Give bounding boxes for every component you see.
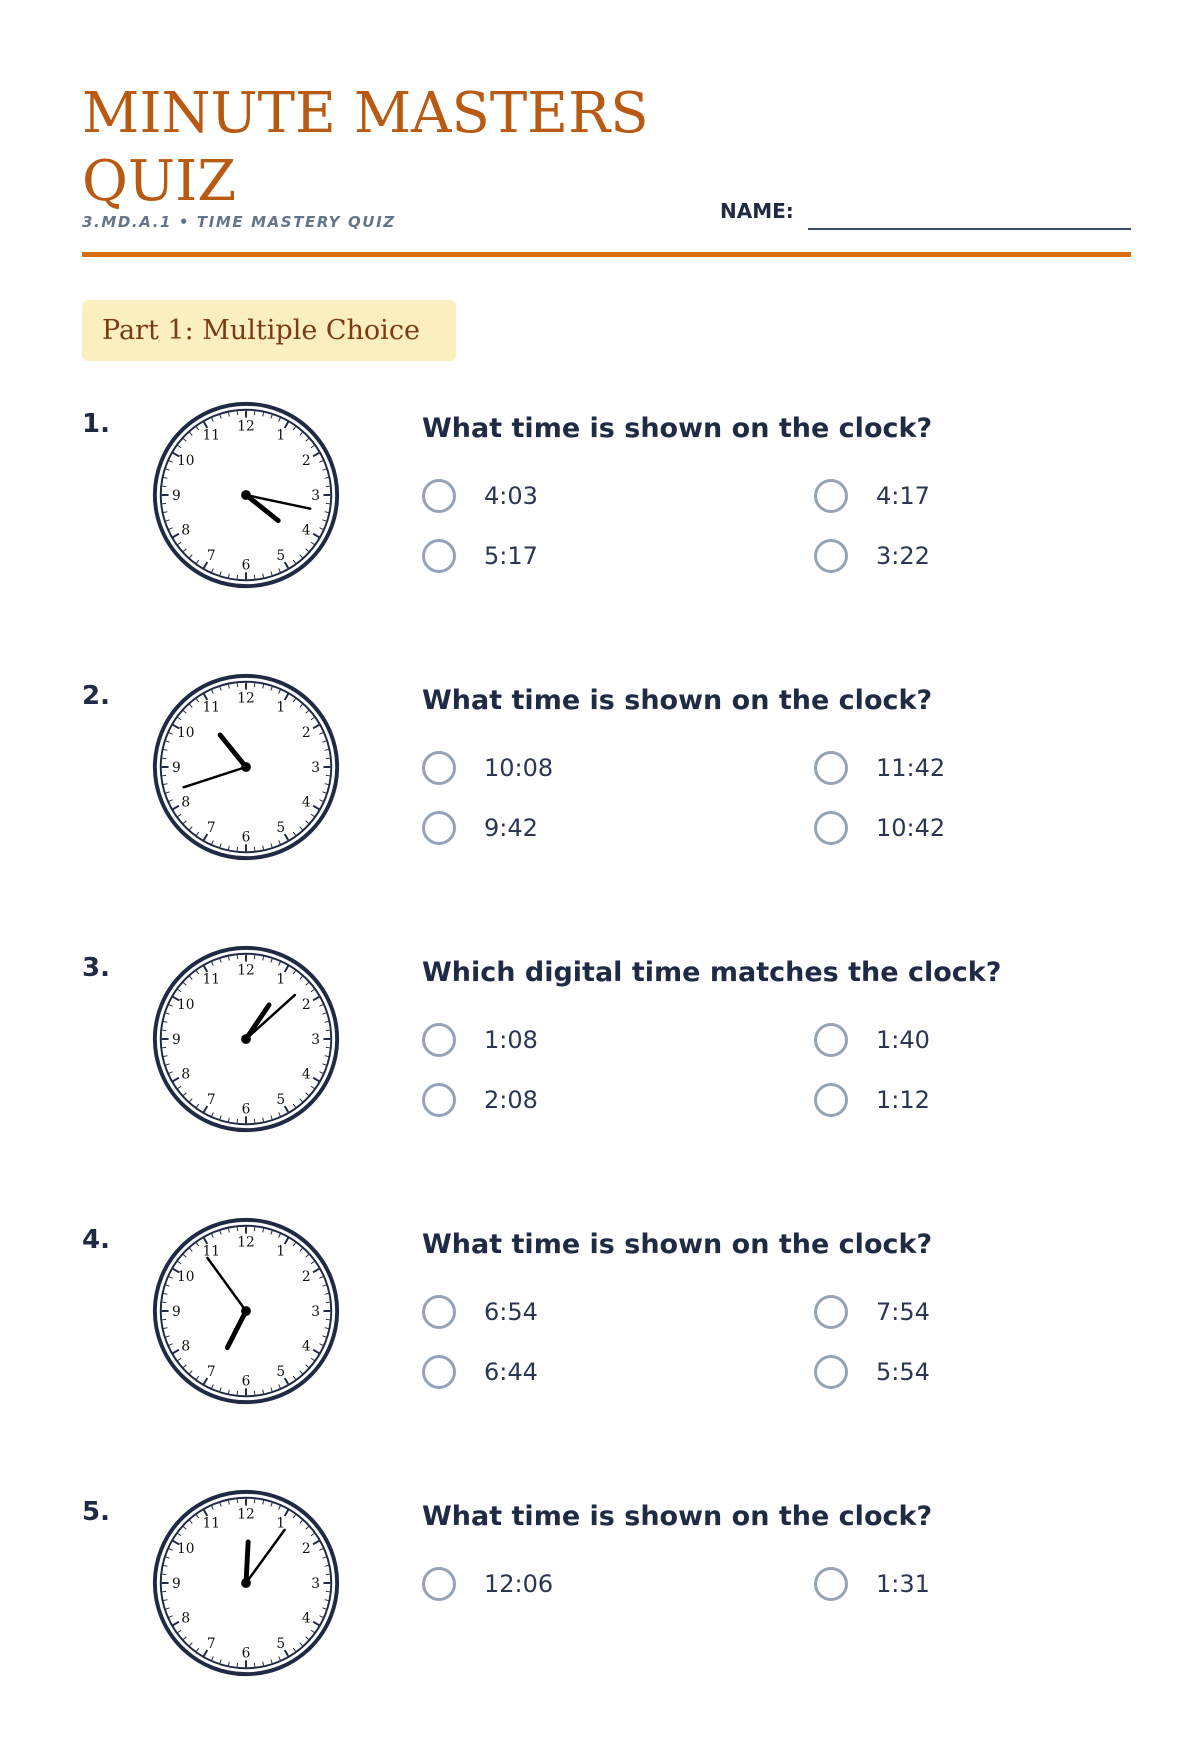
option-label: 7:54 <box>876 1298 930 1326</box>
clock-numeral: 10 <box>177 1269 194 1285</box>
question-item <box>0 1225 1200 1485</box>
clock-numeral: 11 <box>202 428 219 444</box>
radio-button[interactable] <box>814 539 848 573</box>
clock-numeral: 8 <box>181 1067 190 1083</box>
analog-clock <box>148 941 344 1137</box>
option-label: 4:17 <box>876 482 930 510</box>
radio-button[interactable] <box>422 811 456 845</box>
clock-numeral: 10 <box>177 725 194 741</box>
name-label: NAME: <box>720 199 794 223</box>
clock-numeral: 12 <box>237 1234 254 1250</box>
question-number: 1. <box>82 409 110 439</box>
clock-numeral: 6 <box>242 557 251 573</box>
clock-center-pin <box>241 1034 251 1044</box>
clock-numeral: 9 <box>172 1032 181 1048</box>
option-label: 1:12 <box>876 1086 930 1114</box>
clock-numeral: 7 <box>207 1092 216 1108</box>
clock-numeral: 2 <box>302 997 311 1013</box>
question-prompt: Which digital time matches the clock? <box>422 957 1001 988</box>
clock-numeral: 6 <box>242 1373 251 1389</box>
option-label: 6:54 <box>484 1298 538 1326</box>
clock-numeral: 2 <box>302 453 311 469</box>
clock-numeral: 7 <box>207 1364 216 1380</box>
option-label: 10:42 <box>876 814 945 842</box>
clock-numeral: 2 <box>302 725 311 741</box>
option-label: 2:08 <box>484 1086 538 1114</box>
clock-numeral: 9 <box>172 1576 181 1592</box>
clock-numeral: 11 <box>202 1244 219 1260</box>
clock-numeral: 7 <box>207 820 216 836</box>
clock-numeral: 7 <box>207 1636 216 1652</box>
radio-button[interactable] <box>814 1567 848 1601</box>
clock-numeral: 12 <box>237 690 254 706</box>
radio-button[interactable] <box>422 1295 456 1329</box>
clock-numeral: 6 <box>242 1101 251 1117</box>
option-label: 1:31 <box>876 1570 930 1598</box>
radio-button[interactable] <box>814 479 848 513</box>
name-field[interactable] <box>808 228 1131 230</box>
question-number: 5. <box>82 1497 110 1527</box>
option-label: 1:40 <box>876 1026 930 1054</box>
clock-numeral: 8 <box>181 795 190 811</box>
clock-numeral: 8 <box>181 1339 190 1355</box>
question-number: 3. <box>82 953 110 983</box>
clock-numeral: 4 <box>302 1067 311 1083</box>
clock-numeral: 12 <box>237 1506 254 1522</box>
radio-button[interactable] <box>422 1567 456 1601</box>
clock-numeral: 11 <box>202 700 219 716</box>
question-number: 2. <box>82 681 110 711</box>
clock-numeral: 11 <box>202 1516 219 1532</box>
clock-numeral: 5 <box>276 1092 285 1108</box>
analog-clock <box>148 1485 344 1681</box>
option-label: 4:03 <box>484 482 538 510</box>
clock-center-pin <box>241 1306 251 1316</box>
clock-numeral: 6 <box>242 829 251 845</box>
option-label: 11:42 <box>876 754 945 782</box>
header-divider <box>82 252 1131 257</box>
clock-numeral: 11 <box>202 972 219 988</box>
question-number: 4. <box>82 1225 110 1255</box>
option-label: 10:08 <box>484 754 553 782</box>
radio-button[interactable] <box>422 1355 456 1389</box>
question-prompt: What time is shown on the clock? <box>422 685 932 716</box>
clock-numeral: 4 <box>302 1339 311 1355</box>
clock-numeral: 3 <box>311 1304 320 1320</box>
clock-numeral: 3 <box>311 1576 320 1592</box>
clock-center-pin <box>241 1578 251 1588</box>
clock-numeral: 9 <box>172 488 181 504</box>
radio-button[interactable] <box>422 1023 456 1057</box>
option-label: 12:06 <box>484 1570 553 1598</box>
question-prompt: What time is shown on the clock? <box>422 1229 932 1260</box>
clock-numeral: 5 <box>276 1636 285 1652</box>
clock-numeral: 3 <box>311 760 320 776</box>
clock-numeral: 5 <box>276 1364 285 1380</box>
radio-button[interactable] <box>422 479 456 513</box>
option-label: 3:22 <box>876 542 930 570</box>
clock-numeral: 10 <box>177 453 194 469</box>
radio-button[interactable] <box>814 751 848 785</box>
clock-numeral: 12 <box>237 418 254 434</box>
analog-clock <box>148 669 344 865</box>
question-item <box>0 953 1200 1213</box>
clock-numeral: 1 <box>276 1516 285 1532</box>
question-prompt: What time is shown on the clock? <box>422 1501 932 1532</box>
clock-numeral: 1 <box>276 972 285 988</box>
standard-subtitle: 3.MD.A.1 • TIME MASTERY QUIZ <box>82 213 396 231</box>
clock-numeral: 2 <box>302 1269 311 1285</box>
radio-button[interactable] <box>422 1083 456 1117</box>
clock-center-pin <box>241 762 251 772</box>
clock-numeral: 9 <box>172 760 181 776</box>
clock-numeral: 5 <box>276 820 285 836</box>
radio-button[interactable] <box>422 751 456 785</box>
question-item <box>0 681 1200 941</box>
clock-numeral: 1 <box>276 700 285 716</box>
clock-numeral: 7 <box>207 548 216 564</box>
option-label: 6:44 <box>484 1358 538 1386</box>
clock-numeral: 12 <box>237 962 254 978</box>
section-heading: Part 1: Multiple Choice <box>82 300 456 361</box>
option-label: 5:17 <box>484 542 538 570</box>
clock-numeral: 10 <box>177 997 194 1013</box>
clock-numeral: 2 <box>302 1541 311 1557</box>
radio-button[interactable] <box>814 811 848 845</box>
clock-numeral: 4 <box>302 1611 311 1627</box>
option-label: 5:54 <box>876 1358 930 1386</box>
radio-button[interactable] <box>814 1355 848 1389</box>
clock-numeral: 8 <box>181 1611 190 1627</box>
analog-clock <box>148 1213 344 1409</box>
clock-numeral: 4 <box>302 795 311 811</box>
clock-center-pin <box>241 490 251 500</box>
clock-numeral: 8 <box>181 523 190 539</box>
question-item <box>0 1497 1200 1757</box>
option-label: 9:42 <box>484 814 538 842</box>
clock-numeral: 1 <box>276 1244 285 1260</box>
radio-button[interactable] <box>814 1023 848 1057</box>
clock-numeral: 3 <box>311 1032 320 1048</box>
quiz-title: MINUTE MASTERS QUIZ <box>82 80 702 216</box>
clock-numeral: 1 <box>276 428 285 444</box>
question-item <box>0 409 1200 669</box>
clock-numeral: 3 <box>311 488 320 504</box>
option-label: 1:08 <box>484 1026 538 1054</box>
radio-button[interactable] <box>422 539 456 573</box>
clock-numeral: 10 <box>177 1541 194 1557</box>
hour-hand <box>246 1542 248 1583</box>
clock-numeral: 6 <box>242 1645 251 1661</box>
clock-numeral: 4 <box>302 523 311 539</box>
clock-numeral: 9 <box>172 1304 181 1320</box>
clock-numeral: 5 <box>276 548 285 564</box>
analog-clock <box>148 397 344 593</box>
radio-button[interactable] <box>814 1083 848 1117</box>
question-prompt: What time is shown on the clock? <box>422 413 932 444</box>
radio-button[interactable] <box>814 1295 848 1329</box>
